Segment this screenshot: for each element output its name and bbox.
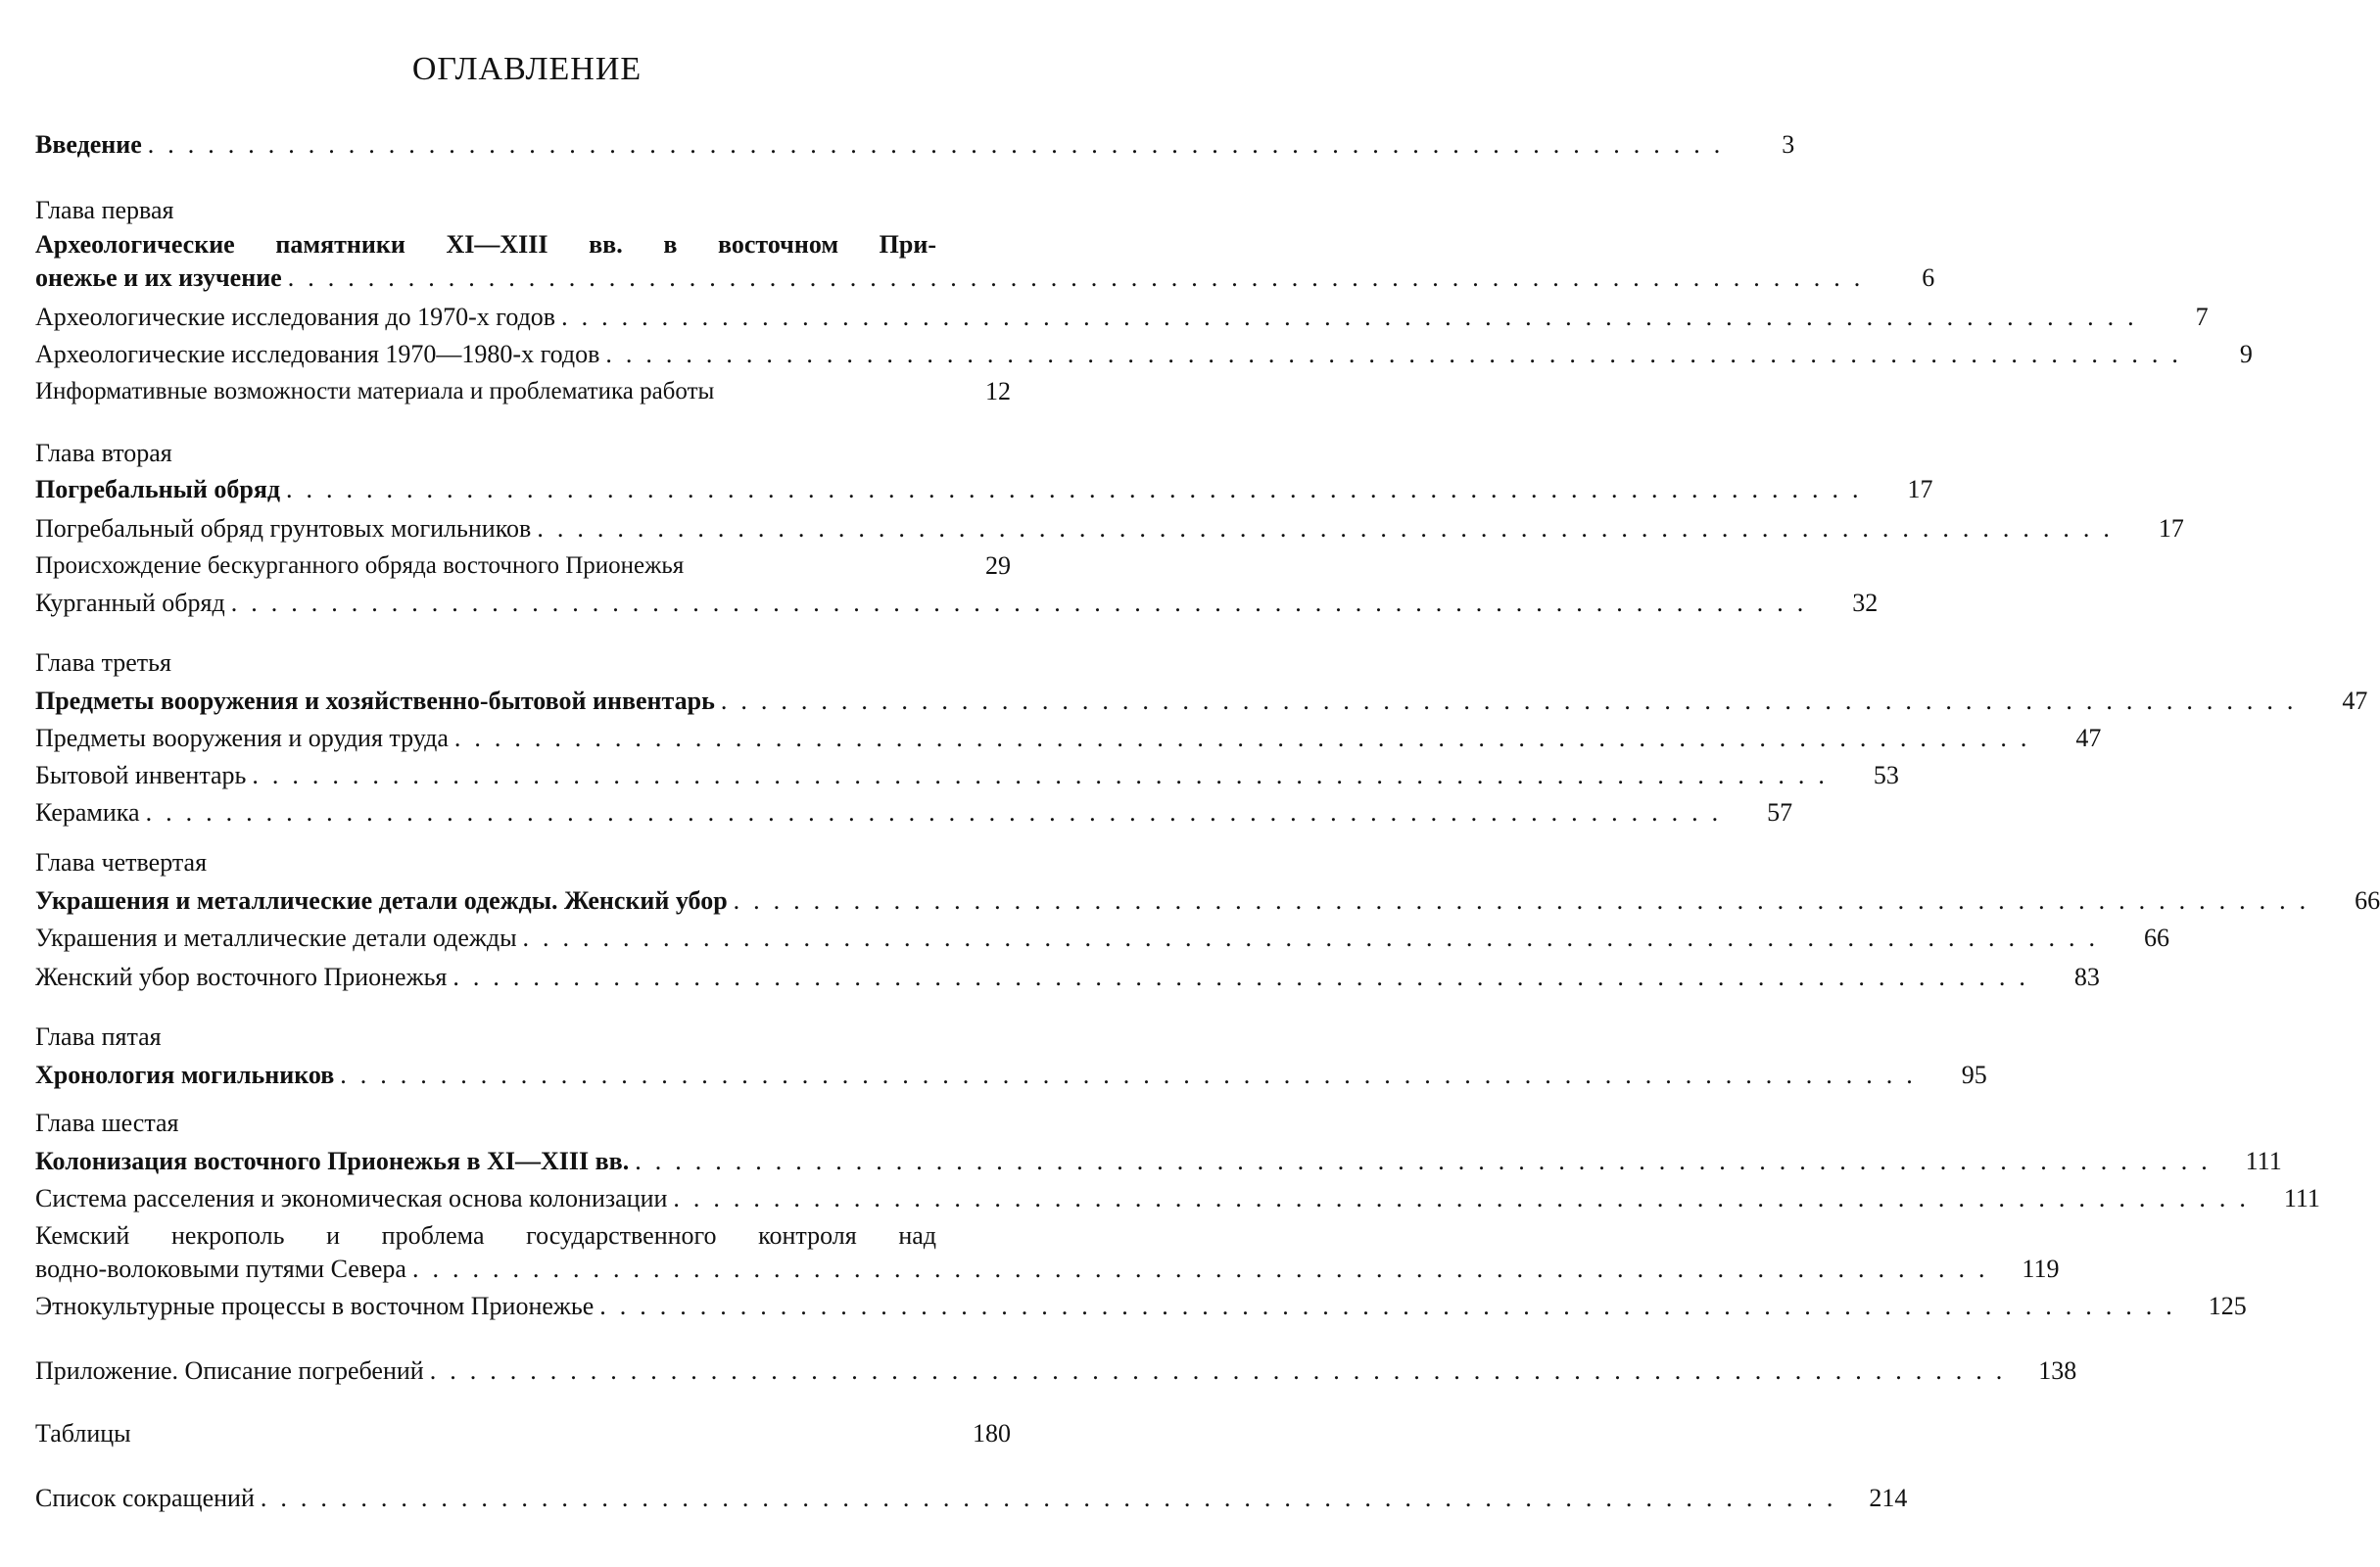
page-number: 119 xyxy=(2022,1255,2060,1283)
toc-entry[interactable] xyxy=(35,584,1879,619)
toc-entry[interactable] xyxy=(35,372,1011,407)
dot-leader: ............................................................................... xyxy=(411,1255,1999,1283)
chapter-title-1-line1[interactable]: Археологические памятники XI—XIII вв. в восточном При- xyxy=(35,230,936,259)
dot-leader: ............................................................................... xyxy=(673,1184,2260,1212)
toc-entry-ch1[interactable] xyxy=(35,259,1935,294)
page-number: 32 xyxy=(1852,589,1879,617)
dot-leader: ............................................................................... xyxy=(522,924,2110,952)
entry-title: водно-волоковыми путями Севера xyxy=(35,1255,406,1283)
toc-entry-tables[interactable] xyxy=(35,1414,1011,1449)
chapter-label-2: Глава вторая xyxy=(35,439,172,467)
page-number: 47 xyxy=(2075,724,2102,752)
entry-title: Украшения и металлические детали одежды. Женский убор xyxy=(35,886,728,915)
page-number: 12 xyxy=(985,377,1011,405)
page-number: 17 xyxy=(2158,514,2184,543)
entry-title: Хронология могильников xyxy=(35,1061,335,1089)
dot-leader: ............................................................................... xyxy=(452,963,2039,991)
entry-title: Украшения и металлические детали одежды xyxy=(35,924,517,952)
entry-title: Происхождение бескурганного обряда восточного Прионежья xyxy=(35,552,685,579)
toc-entry[interactable] xyxy=(35,793,1793,829)
chapter-label-6: Глава шестая xyxy=(35,1109,179,1137)
toc-entry[interactable] xyxy=(35,1250,2060,1285)
dot-leader: ............................................................................... xyxy=(230,589,1818,617)
page-title: ОГЛАВЛЕНИЕ xyxy=(411,51,643,87)
page-number: 3 xyxy=(1782,130,1795,159)
chapter-label-5: Глава пятая xyxy=(35,1022,162,1051)
dot-leader: ............................................................................... xyxy=(429,1356,2017,1385)
page-number: 214 xyxy=(1869,1484,1908,1512)
entry-title: Погребальный обряд грунтовых могильников xyxy=(35,514,532,543)
entry-title: Информативные возможности материала и проблематика работы xyxy=(35,378,715,404)
toc-entry-abbreviations[interactable] xyxy=(35,1479,1908,1514)
dot-leader: ............................................................................... xyxy=(145,798,1733,827)
entry-title: Предметы вооружения и хозяйственно-бытовой инвентарь xyxy=(35,687,715,715)
dot-leader: ............................................................................... xyxy=(260,1484,1847,1512)
entry-title: Женский убор восточного Прионежья xyxy=(35,963,448,991)
entry-title: Приложение. Описание погребений xyxy=(35,1356,424,1385)
dot-leader: ............................................................................... xyxy=(453,724,2041,752)
page-number: 6 xyxy=(1922,263,1935,292)
dot-leader: ............................................................................... xyxy=(605,340,2192,368)
page-number: 111 xyxy=(2283,1184,2320,1212)
toc-entry-appendix[interactable] xyxy=(35,1352,2077,1387)
page-number: 138 xyxy=(2038,1356,2077,1385)
toc-entry-ch6[interactable] xyxy=(35,1142,2282,1177)
page-number: 29 xyxy=(985,551,1011,580)
toc-entry[interactable] xyxy=(35,335,2253,370)
entry-title: Археологические исследования до 1970-х годов xyxy=(35,303,556,331)
page-number: 66 xyxy=(2355,886,2380,915)
dot-leader: ............................................................................... xyxy=(561,303,2148,331)
entry-title: Система расселения и экономическая основа колонизации xyxy=(35,1184,668,1212)
page-number: 180 xyxy=(973,1419,1011,1448)
entry-title: Бытовой инвентарь xyxy=(35,761,247,789)
dot-leader: ............................................................................... xyxy=(733,886,2320,915)
toc-entry[interactable] xyxy=(35,298,2209,333)
entry-title: Керамика xyxy=(35,798,140,827)
toc-entry-ch2[interactable] xyxy=(35,470,1933,505)
chapter-label-1: Глава первая xyxy=(35,196,174,224)
dot-leader: ............................................................................... xyxy=(286,475,1873,503)
toc-entry-ch4[interactable] xyxy=(35,881,2380,917)
page-number: 17 xyxy=(1907,475,1933,503)
toc-entry[interactable] xyxy=(35,756,1899,791)
toc-entry-ch3[interactable] xyxy=(35,682,2368,717)
entry-title: Предметы вооружения и орудия труда xyxy=(35,724,449,752)
entry-title: Таблицы xyxy=(35,1419,131,1448)
dot-leader: ............................................................................... xyxy=(537,514,2123,543)
toc-entry-line1[interactable]: Кемский некрополь и проблема государственного контроля над xyxy=(35,1221,936,1250)
entry-title: Курганный обряд xyxy=(35,589,225,617)
toc-entry-ch5[interactable] xyxy=(35,1056,1987,1091)
dot-leader: ............................................................................... xyxy=(147,130,1735,159)
toc-entry[interactable] xyxy=(35,958,2100,993)
page-number: 53 xyxy=(1873,761,1899,789)
page-number: 9 xyxy=(2239,340,2253,368)
dot-leader: ............................................................................... xyxy=(599,1292,2186,1320)
page-number: 66 xyxy=(2144,924,2170,952)
page-number: 83 xyxy=(2073,963,2100,991)
entry-title: Введение xyxy=(35,130,142,159)
page-number: 125 xyxy=(2208,1292,2247,1320)
toc-entry[interactable] xyxy=(35,1287,2247,1322)
toc-entry[interactable] xyxy=(35,1179,2320,1214)
chapter-label-4: Глава четвертая xyxy=(35,848,208,877)
page-number: 47 xyxy=(2342,687,2368,715)
dot-leader: ............................................................................... xyxy=(720,687,2308,715)
entry-title: онежье и их изучение xyxy=(35,263,282,292)
toc-entry[interactable] xyxy=(35,919,2170,954)
entry-title: Список сокращений xyxy=(35,1484,255,1512)
dot-leader: ............................................................................... xyxy=(340,1061,1927,1089)
toc-entry[interactable] xyxy=(35,546,1011,582)
toc-entry[interactable] xyxy=(35,719,2102,754)
page-number: 111 xyxy=(2245,1147,2282,1175)
entry-title: Археологические исследования 1970—1980-х годов xyxy=(35,340,600,368)
entry-title: Колонизация восточного Прионежья в XI—XIII вв. xyxy=(35,1147,630,1175)
dot-leader: ............................................................................... xyxy=(287,263,1875,292)
dot-leader: ............................................................................... xyxy=(635,1147,2221,1175)
entry-title: Этнокультурные процессы в восточном Прионежье xyxy=(35,1292,595,1320)
toc-entry-intro[interactable] xyxy=(35,125,1795,161)
page-number: 57 xyxy=(1767,798,1793,827)
page-number: 95 xyxy=(1961,1061,1987,1089)
page-number: 7 xyxy=(2195,303,2209,331)
dot-leader: ............................................................................... xyxy=(252,761,1838,789)
chapter-label-3: Глава третья xyxy=(35,648,171,677)
toc-entry[interactable] xyxy=(35,509,2184,545)
entry-title: Погребальный обряд xyxy=(35,475,281,503)
